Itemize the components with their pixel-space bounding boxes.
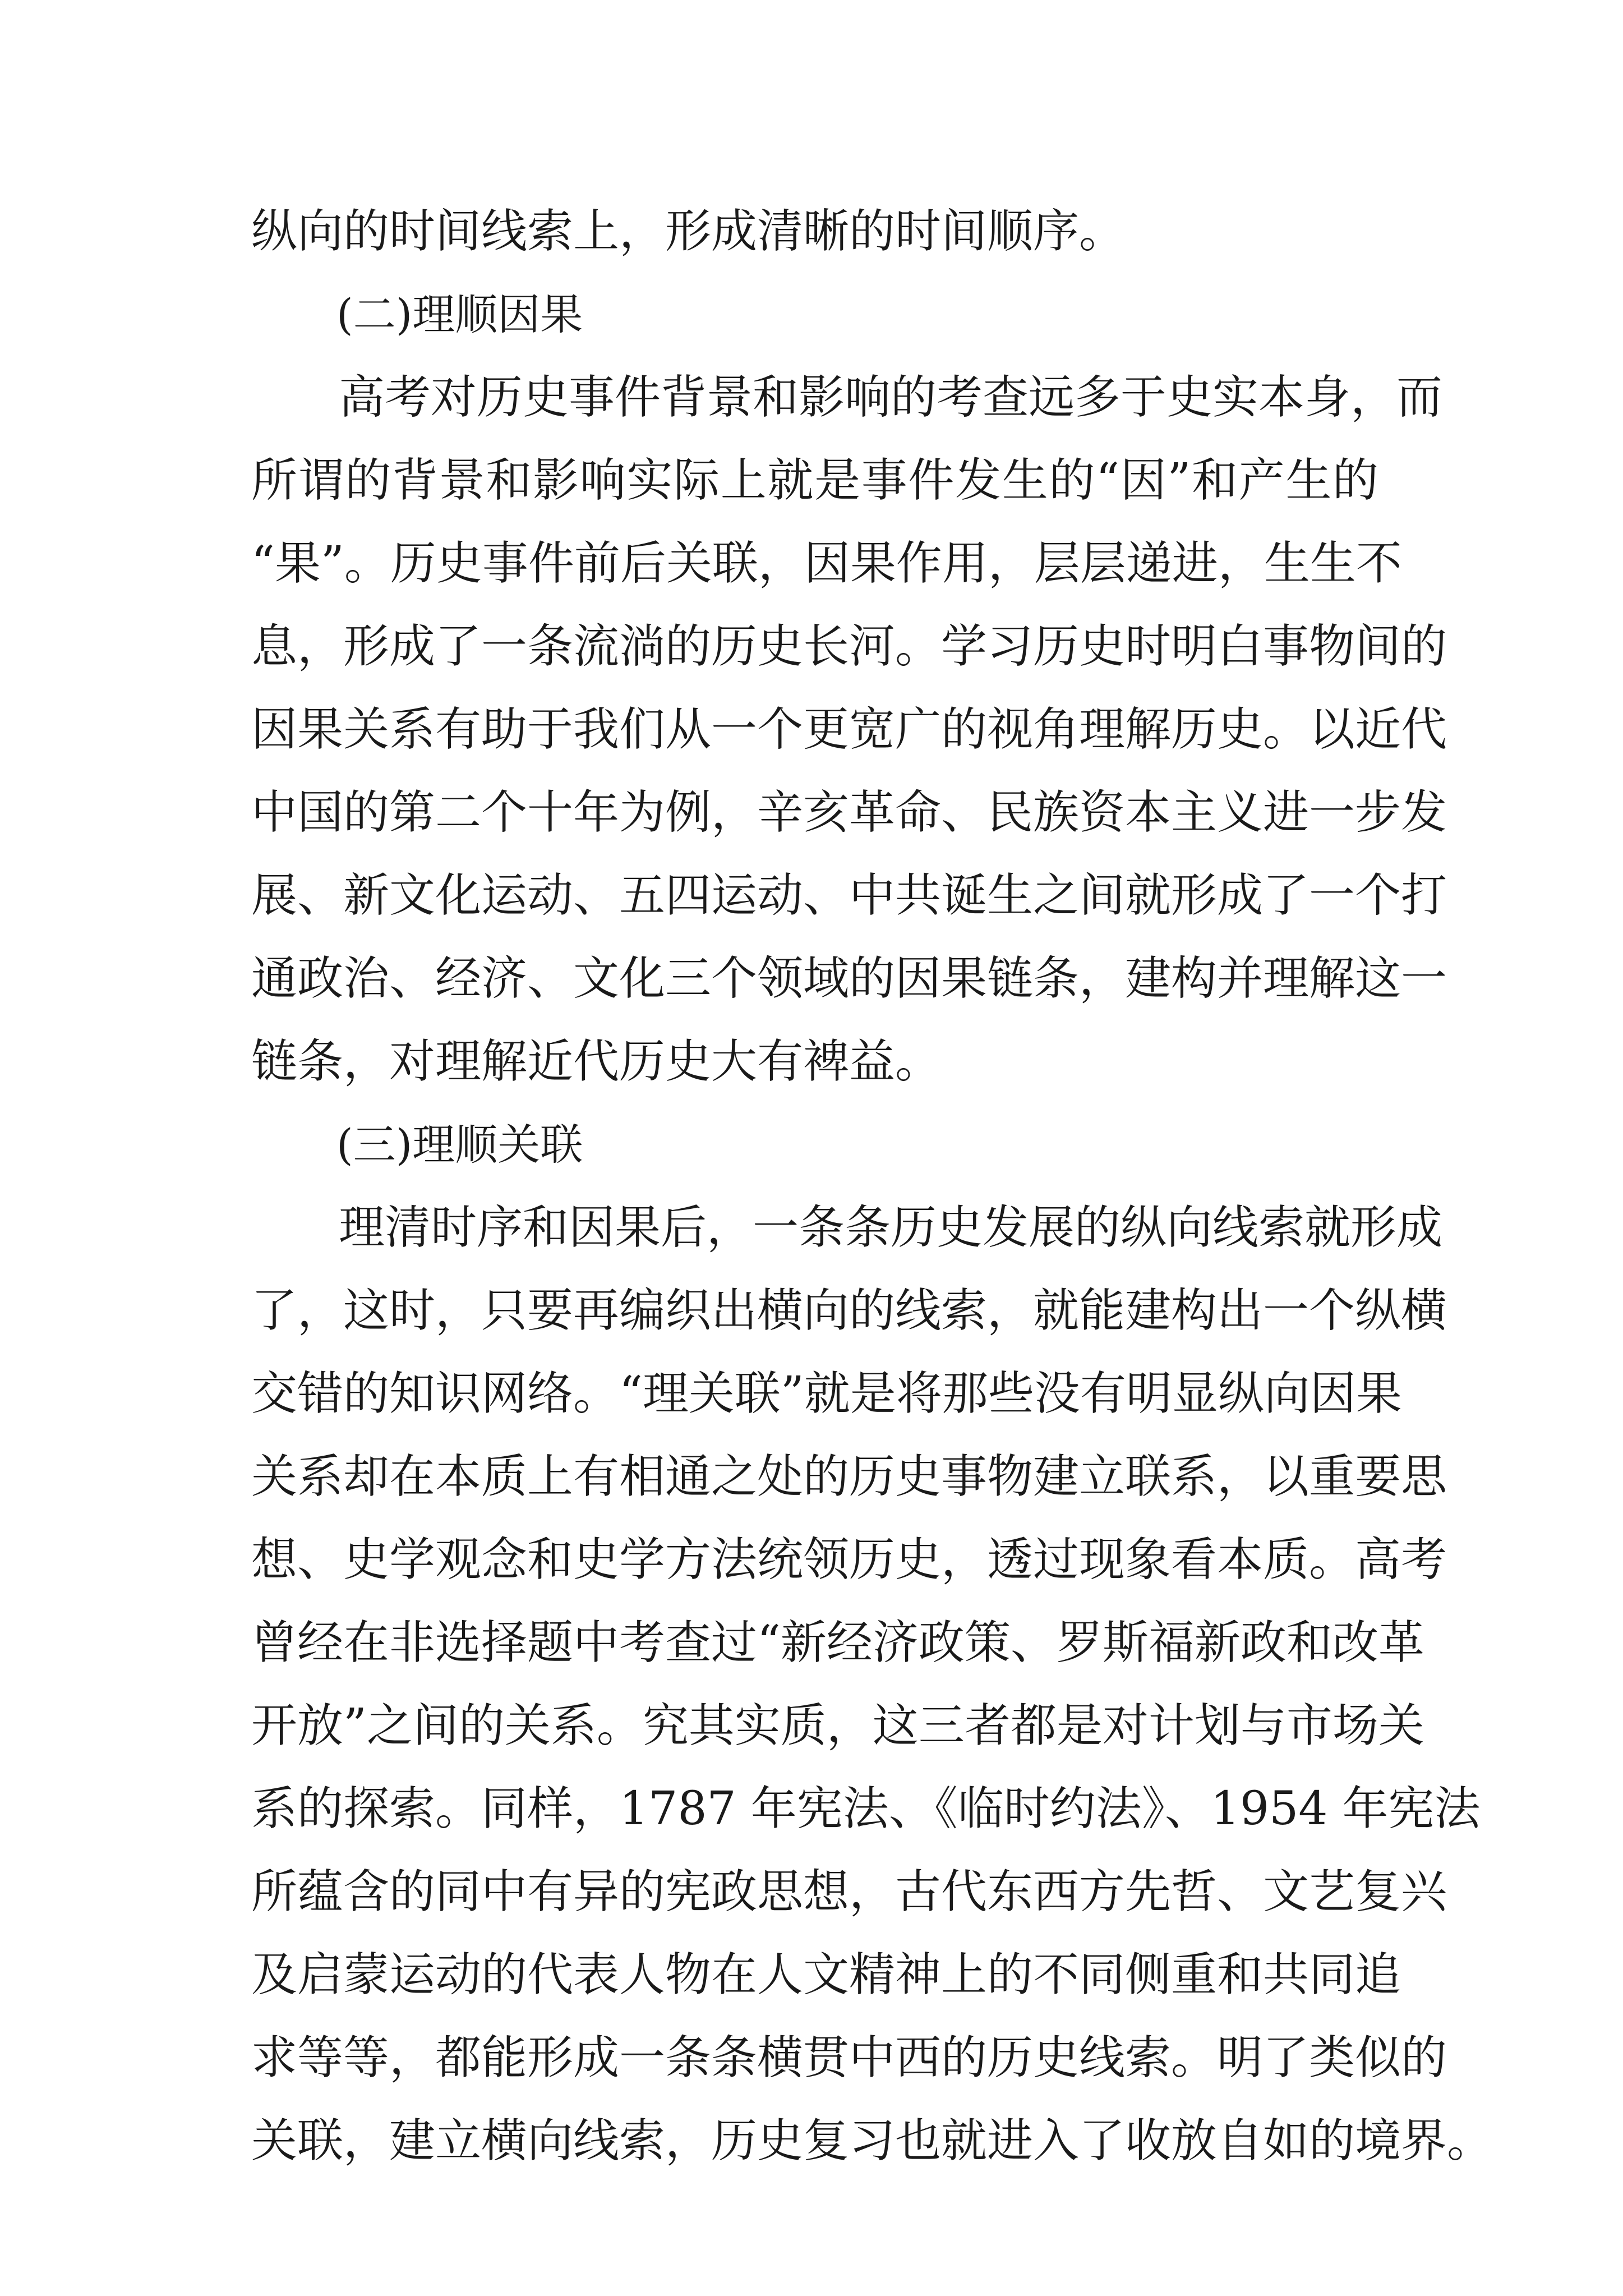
text-line: 纵向的时间线索上，形成清晰的时间顺序。 (251, 205, 1126, 258)
text-line: 关系却在本质上有相通之处的历史事物建立联系，以重要思 (251, 1450, 1447, 1503)
text-line: 系的探索。同样，1787 年宪法、《临时约法》、1954 年宪法 (251, 1782, 1481, 1835)
text-line: 求等等，都能形成一条条横贯中西的历史线索。明了类似的 (251, 2031, 1447, 2085)
section-heading-3: (三)理顺关联 (336, 1120, 583, 1170)
text-line: 因果关系有助于我们从一个更宽广的视角理解历史。以近代 (251, 703, 1447, 756)
text-line: 高考对历史事件背景和影响的考查远多于史实本身，而 (339, 371, 1443, 424)
text-line: 链条，对理解近代历史大有裨益。 (251, 1035, 942, 1088)
text-line: “果”。历史事件前后关联，因果作用，层层递进，生生不 (251, 537, 1402, 590)
text-line: 息，形成了一条流淌的历史长河。学习历史时明白事物间的 (251, 620, 1447, 673)
text-line: 中国的第二个十年为例，辛亥革命、民族资本主义进一步发 (251, 786, 1447, 839)
text-line: 想、史学观念和史学方法统领历史，透过现象看本质。高考 (251, 1533, 1447, 1586)
text-line: 理清时序和因果后，一条条历史发展的纵向线索就形成 (339, 1201, 1443, 1254)
text-line: 展、新文化运动、五四运动、中共诞生之间就形成了一个打 (251, 869, 1447, 922)
text-line: 开放”之间的关系。究其实质，这三者都是对计划与市场关 (251, 1699, 1424, 1752)
section-heading-2: (二)理顺因果 (336, 289, 583, 339)
text-line: 通政治、经济、文化三个领域的因果链条，建构并理解这一 (251, 952, 1447, 1005)
text-line: 所谓的背景和影响实际上就是事件发生的“因”和产生的 (251, 454, 1378, 507)
text-line: 及启蒙运动的代表人物在人文精神上的不同侧重和共同追 (251, 1948, 1401, 2001)
text-line: 所蕴含的同中有异的宪政思想，古代东西方先哲、文艺复兴 (251, 1865, 1447, 1918)
text-line: 了，这时，只要再编织出横向的线索，就能建构出一个纵横 (251, 1284, 1447, 1337)
text-line: 曾经在非选择题中考查过“新经济政策、罗斯福新政和改革 (251, 1616, 1424, 1669)
text-line: 关联，建立横向线索，历史复习也就进入了收放自如的境界。 (251, 2114, 1493, 2168)
text-line: 交错的知识网络。“理关联”就是将那些没有明显纵向因果 (251, 1367, 1402, 1420)
